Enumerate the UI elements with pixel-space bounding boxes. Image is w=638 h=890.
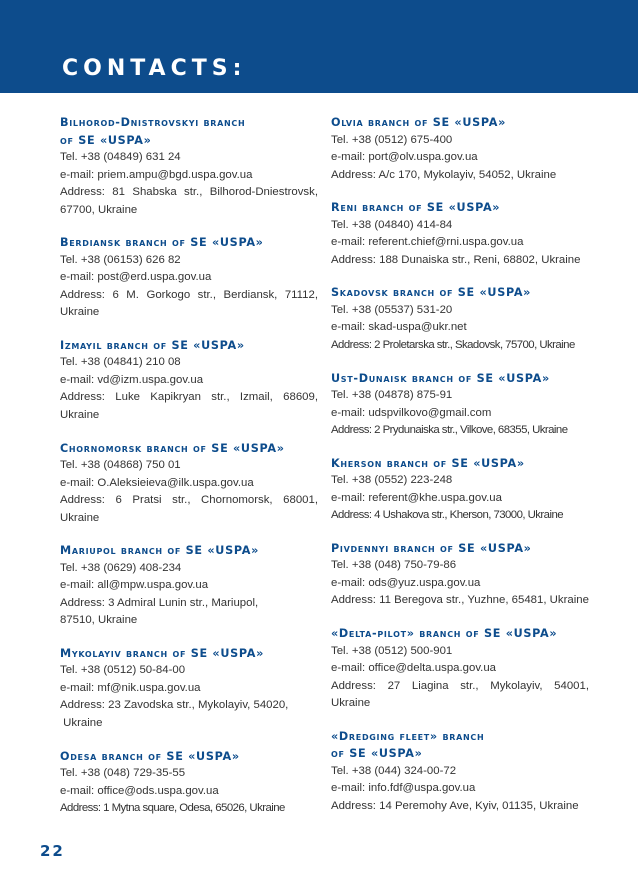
- contact-entry: [331, 199, 589, 269]
- branch-email[interactable]: e-mail: O.Aleksieieva@ilk.uspa.gov.ua: [60, 476, 254, 489]
- branch-address: Address: 81 Shabska str., Bilhorod-Dniestrovsk, 67700, Ukraine: [60, 186, 318, 216]
- branch-tel: Tel. +38 (0512) 50-84-00: [60, 664, 186, 677]
- branch-tel: Tel. +38 (048) 729-35-55: [60, 767, 186, 780]
- branch-email[interactable]: e-mail: mf@nik.uspa.gov.ua: [60, 681, 201, 694]
- branch-title: «Dredging fleet» branch: [331, 729, 485, 743]
- branch-tel: Tel. +38 (05537) 531-20: [331, 303, 453, 316]
- branch-address: Address: 2 Proletarska str., Skadovsk, 75700, Ukraine: [331, 338, 575, 351]
- branch-tel: Tel. +38 (0629) 408-234: [60, 561, 182, 574]
- branch-tel: Tel. +38 (0512) 500-901: [331, 644, 453, 657]
- branch-email[interactable]: e-mail: port@olv.uspa.gov.ua: [331, 151, 478, 163]
- branch-email[interactable]: e-mail: skad-uspa@ukr.net: [331, 321, 467, 334]
- branch-address: Address: Luke Kapikryan str., Izmail, 68609, Ukraine: [60, 391, 318, 421]
- branch-address: Address: 2 Prydunaiska str., Vilkove, 68355, Ukraine: [331, 424, 568, 437]
- branch-title: Skadovsk branch of SE «USPA»: [331, 286, 532, 300]
- branch-address: Address: 6 Pratsi str., Chornomorsk, 68001, Ukraine: [60, 494, 318, 524]
- branch-email[interactable]: e-mail: referent@khe.uspa.gov.ua: [331, 491, 502, 504]
- branch-title: Reni branch of SE «USPA»: [331, 201, 501, 215]
- branch-address: 87510, Ukraine: [60, 614, 138, 627]
- branch-email[interactable]: e-mail: info.fdf@uspa.gov.ua: [331, 782, 476, 795]
- branch-title: Pivdennyi branch of SE «USPA»: [331, 541, 532, 555]
- contact-entry: [60, 748, 318, 818]
- branch-email[interactable]: e-mail: referent.chief@rni.uspa.gov.ua: [331, 236, 524, 249]
- header-banner: [0, 0, 638, 93]
- contact-entry: [331, 540, 589, 610]
- branch-email[interactable]: e-mail: ods@yuz.uspa.gov.ua: [331, 576, 481, 589]
- branch-email[interactable]: e-mail: all@mpw.uspa.gov.ua: [60, 579, 209, 592]
- contact-entry: [60, 234, 318, 322]
- branch-email[interactable]: e-mail: office@delta.uspa.gov.ua: [331, 662, 497, 675]
- branch-title: Ust-Dunaisk branch of SE «USPA»: [331, 371, 550, 385]
- branch-email[interactable]: e-mail: priem.ampu@bgd.uspa.gov.ua: [60, 168, 253, 181]
- contact-entry: [331, 728, 589, 816]
- branch-title: Olvia branch of SE «USPA»: [331, 116, 507, 129]
- branch-title: Izmayil branch of SE «USPA»: [60, 338, 245, 352]
- contact-entry: [331, 114, 589, 184]
- branch-title: Bilhorod-Dnistrovskyi branch: [60, 116, 246, 129]
- branch-tel: Tel. +38 (04841) 210 08: [60, 356, 181, 369]
- branch-address: Address: A/c 170, Mykolayiv, 54052, Ukraine: [331, 168, 557, 181]
- branch-title: of SE «USPA»: [331, 747, 423, 761]
- branch-tel: Tel. +38 (06153) 626 82: [60, 253, 181, 266]
- branch-tel: Tel. +38 (0552) 223-248: [331, 474, 453, 487]
- contact-entry: [60, 114, 318, 219]
- branch-address: Address: 188 Dunaiska str., Reni, 68802, Ukraine: [331, 253, 581, 266]
- contact-entry: [60, 440, 318, 528]
- branch-address: Address: 11 Beregova str., Yuzhne, 65481, Ukraine: [331, 594, 589, 607]
- branch-address: Address: 4 Ushakova str., Kherson, 73000, Ukraine: [331, 509, 564, 522]
- branch-title: Odesa branch of SE «USPA»: [60, 749, 240, 763]
- branch-address: Address: 23 Zavodska str., Mykolayiv, 54020,: [60, 699, 289, 712]
- branch-address: Ukraine: [60, 716, 103, 729]
- contacts-column-right: [331, 114, 589, 831]
- branch-title: Kherson branch of SE «USPA»: [331, 456, 525, 470]
- branch-email[interactable]: e-mail: udspvilkovo@gmail.com: [331, 406, 492, 419]
- branch-email[interactable]: e-mail: vd@izm.uspa.gov.ua: [60, 373, 204, 386]
- branch-address: Address: 1 Mytna square, Odesa, 65026, Ukraine: [60, 802, 285, 815]
- branch-address: Address: 27 Liagina str., Mykolayiv, 54001, Ukraine: [331, 679, 589, 710]
- branch-address: Address: 14 Peremohy Ave, Kyiv, 01135, Ukraine: [331, 799, 579, 812]
- branch-title: Mariupol branch of SE «USPA»: [60, 544, 259, 558]
- branch-tel: Tel. +38 (04840) 414-84: [331, 218, 453, 231]
- branch-tel: Tel. +38 (0512) 675-400: [331, 133, 453, 146]
- contacts-column-left: [60, 114, 318, 833]
- branch-title: Berdiansk branch of SE «USPA»: [60, 236, 264, 250]
- page-number: 22: [40, 842, 65, 860]
- branch-email[interactable]: e-mail: post@erd.uspa.gov.ua: [60, 271, 212, 284]
- branch-address: Address: 3 Admiral Lunin str., Mariupol,: [60, 596, 259, 609]
- branch-title: of SE «USPA»: [60, 133, 152, 147]
- branch-address: Address: 6 M. Gorkogo str., Berdiansk, 71112, Ukraine: [60, 288, 318, 319]
- branch-title: Mykolayiv branch of SE «USPA»: [60, 646, 265, 660]
- contact-entry: [60, 542, 318, 630]
- contact-entry: [331, 370, 589, 440]
- contact-entry: [60, 645, 318, 733]
- contact-entry: [60, 337, 318, 425]
- contact-entry: [331, 625, 589, 713]
- contact-entry: [331, 284, 589, 354]
- page-title: CONTACTS:: [62, 56, 247, 81]
- branch-email[interactable]: e-mail: office@ods.uspa.gov.ua: [60, 784, 219, 797]
- branch-title: Chornomorsk branch of SE «USPA»: [60, 441, 285, 455]
- branch-tel: Tel. +38 (04849) 631 24: [60, 151, 181, 163]
- branch-tel: Tel. +38 (04878) 875-91: [331, 389, 453, 402]
- branch-tel: Tel. +38 (044) 324-00-72: [331, 764, 457, 777]
- contact-entry: [331, 455, 589, 525]
- branch-title: «Delta-pilot» branch of SE «USPA»: [331, 627, 558, 641]
- branch-tel: Tel. +38 (04868) 750 01: [60, 459, 181, 472]
- branch-tel: Tel. +38 (048) 750-79-86: [331, 559, 457, 572]
